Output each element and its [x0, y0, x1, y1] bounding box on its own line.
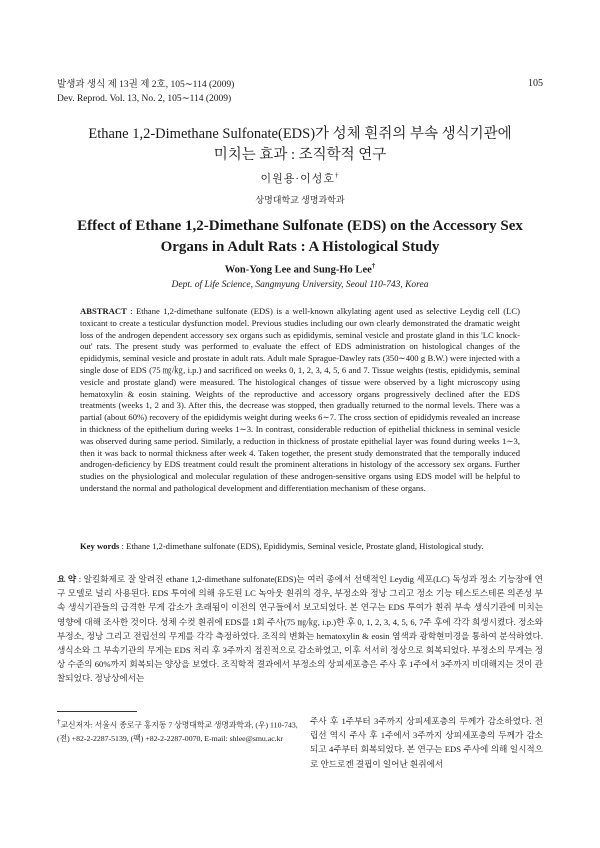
corresponding-mark-en: †: [371, 262, 376, 270]
journal-header: [57, 78, 234, 106]
affiliation-english: Dept. of Life Science, Sangmyung University, Seoul 110-743, Korea: [171, 280, 429, 290]
summary-ko-label: 요 약: [57, 574, 77, 584]
footnote-line1: 교신저자: 서울시 종로구 홍지동 7 상명대학교 생명과학과, (우) 110-743,: [60, 720, 298, 730]
title-en-line2: Organs in Adult Rats : A Histological Study: [160, 239, 440, 255]
title-korean: [0, 124, 600, 166]
journal-line-en: Dev. Reprod. Vol. 13, No. 2, 105∼114 (2009): [57, 94, 232, 104]
authors-en-names: Won-Yong Lee and Sung-Ho Lee: [224, 264, 372, 276]
title-en-line1: Effect of Ethane 1,2-Dimethane Sulfonate (EDS) on the Accessory Sex: [77, 218, 523, 234]
summary-ko-text: : 알킬화제로 잘 알려진 ethane 1,2-dimethane sulfonate(EDS)는 여러 종에서 선택적인 Leydig 세포(LC) 독성과 정소 기능장애 연구 모델로 널리 사용된다. EDS 투여에 의해 유도된 LC 녹아웃 흰쥐의 경우, 부정소와 정낭 그리고 정소 기능 테스토스테론 의존성 부속 생식기관들의 급격한 무게 감소가 초래됨이 이전의 연구들에서 보고되었다. 본 연구는 EDS 투여가 흰쥐 부속 생식기관에 미치는 영향에 대해 조사한 것이다. 성체 수컷 흰쥐에 EDS를 1회 주사(75 ㎎/㎏, i.p.)한 후 0, 1, 2, 3, 4, 5, 6, 7주 후에 각각 희생시켰다. 정소와 부정소, 정낭 그리고 전립선의 무게를 각각 측정하였다. 조직의 변화는 hematoxylin & eosin 염색과 광학현미경을 통하여 분석하였다. 생식소와 그 부속기관의 무게는 EDS 처리 후 3주까지 점진적으로 감소하였고, 이후 서서히 정상으로 회복되었다. 부정소의 무게는 정상 수준의 60%까지 회복되는 양상을 보였다. 조직학적 결과에서 부정소의 상피세포층은 주사 후 1주에서 3주까지 비대해지는 것이 관찰되었다. 정낭상에서는: [57, 574, 543, 684]
summary-korean: [57, 572, 543, 686]
authors-english: [0, 262, 600, 276]
footnote: [57, 716, 302, 745]
keywords-label: Key words: [80, 541, 120, 551]
footnote-mark: †: [57, 718, 61, 726]
abstract: [80, 306, 520, 495]
footnote-line2: (전) +82-2-2287-5139, (팩) +82-2-2287-0070, E-mail: shlee@smu.ac.kr: [57, 733, 284, 743]
title-ko-line1: Ethane 1,2-Dimethane Sulfonate(EDS)가 성체 흰쥐의 부속 생식기관에: [88, 126, 512, 142]
affiliation-korean: 상명대학교 생명과학과: [255, 195, 345, 205]
authors-ko-names: 이원용·이성호: [260, 173, 335, 185]
journal-line-ko: 발생과 생식 제 13권 제 2호, 105∼114 (2009): [57, 80, 235, 90]
keywords: [80, 541, 520, 553]
summary-korean-continued: 주사 후 1주부터 3주까지 상피세포층의 두께가 감소하였다. 전립선 역시 주사 후 1주에서 3주까지 상피세포층의 두께가 감소되고 4주부터 회복되었다. 본 연구는 EDS 주사에 의해 일시적으로 안드로겐 결핍이 일어난 흰쥐에서: [310, 716, 543, 769]
title-ko-line2: 미치는 효과 : 조직학적 연구: [213, 147, 387, 163]
abstract-text: : Ethane 1,2-dimethane sulfonate (EDS) is a well-known alkylating agent used as selective Leydig cell (LC) toxicant to create a testicular dysfunction model. Previous studies including our own clearly demonstrated the dramatic weight loss of the androgen dependent accessory sex organs such as epididymis, seminal vesicle and prostate gland in this 'LC knock-out' rats. The present study was performed to evaluate the effect of EDS administration on histological changes of the epididymis, seminal vesicle and prostate in adult rats. Adult male Sprague-Dawley rats (350∼400 g B.W.) were injected with a single dose of EDS (75 ㎎/㎏, i.p.) and sacrificed on weeks 0, 1, 2, 3, 4, 5, 6 and 7. Tissue weights (testis, epididymis, seminal vesicle and prostate gland) were measured. The histological changes of tissue were observed by a light microscopy using hematoxylin & eosin staining. Weights of the reproductive and accessory organs progressively declined after the EDS treatments (weeks 1, 2 and 3). After this, the decrease was stopped, then gradually returned to the normal levels. There was a partial (about 60%) recovery of the epididymis weight during weeks 6∼7. The cross section of epididymis revealed an increase in thickness of the epithelium during weeks 1∼3. In contrast, considerable reduction of epithelial thickness in seminal vesicle was observed during same period. Similarly, a reduction in thickness of prostate epithelial layer was found during weeks 1∼3, then it was back to normal thickness after week 4. Taken together, the present study demonstrated that the temporally induced androgen-deficiency by EDS treatment could result the prominent alterations in histology of the accessory sex organs. Further studies on the physiological and molecular regulation of these androgen-sensitive organs using EDS model will be helpful to understand the normal and pathological development and differentiation mechanism of these organs.: [80, 306, 520, 493]
authors-korean: [0, 170, 600, 186]
abstract-label: ABSTRACT: [80, 306, 127, 316]
page-number: 105: [528, 78, 543, 89]
footnote-divider: [57, 711, 137, 712]
title-english: [0, 216, 600, 258]
keywords-text: : Ethane 1,2-dimethane sulfonate (EDS), Epididymis, Seminal vesicle, Prostate gland, Histological study.: [119, 541, 484, 551]
corresponding-mark-ko: †: [334, 171, 340, 180]
